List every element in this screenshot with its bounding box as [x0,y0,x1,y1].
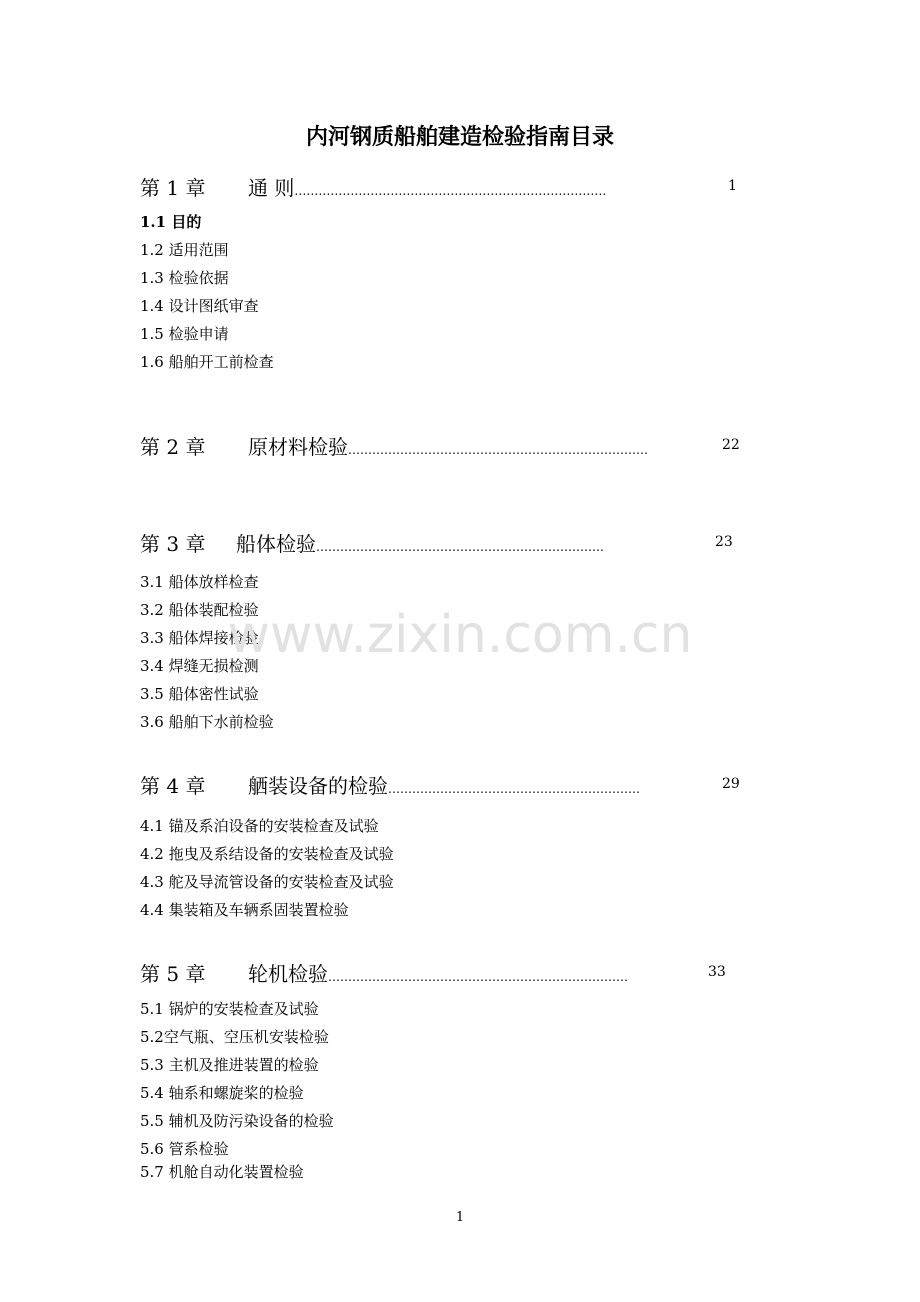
toc-item[interactable]: 5.4 轴系和螺旋桨的检验 [140,1084,304,1102]
toc-item[interactable]: 3.5 船体密性试验 [140,685,259,703]
toc-item[interactable]: 4.1 锚及系泊设备的安装检查及试验 [140,817,379,835]
chapter-page-number: 23 [715,534,733,550]
leader-dots: …………………………………………………………………… [294,184,607,198]
toc-item[interactable]: 5.3 主机及推进装置的检验 [140,1056,319,1074]
toc-item[interactable]: 1.1 目的 [140,213,202,231]
toc-item[interactable]: 5.6 管系检验 [140,1140,229,1158]
toc-item[interactable]: 4.2 拖曳及系结设备的安装检查及试验 [140,845,394,863]
chapter-1-heading[interactable] [140,172,737,201]
chapter-number: 第 5 章 [140,962,206,986]
toc-item[interactable]: 3.6 船舶下水前检验 [140,713,274,731]
leader-dots: ………………………………………………………………… [348,443,648,457]
watermark: www.zixin.com.cn [227,605,693,665]
toc-item[interactable]: 3.2 船体装配检验 [140,601,259,619]
toc-item[interactable]: 5.5 辅机及防污染设备的检验 [140,1112,334,1130]
toc-item[interactable]: 1.4 设计图纸审查 [140,297,259,315]
leader-dots: ………………………………………………………………… [328,970,628,984]
chapter-title: 舾装设备的检验 [248,774,388,798]
chapter-title: 船体检验 [236,532,316,556]
chapter-page-number: 29 [722,776,740,792]
chapter-title: 原材料检验 [248,435,348,459]
chapter-number: 第 3 章 [140,532,206,556]
page-number-footer: 1 [455,1210,465,1225]
leader-dots: ……………………………………………………… [388,782,640,796]
toc-item[interactable]: 4.4 集装箱及车辆系固装置检验 [140,901,349,919]
chapter-number: 第 1 章 [140,176,206,200]
chapter-page-number: 33 [708,964,726,980]
chapter-number: 第 4 章 [140,774,206,798]
toc-item[interactable]: 3.3 船体焊接检验 [140,629,259,647]
chapter-4-heading[interactable] [140,770,740,799]
chapter-title: 轮机检验 [248,962,328,986]
chapter-page-number: 22 [722,437,740,453]
chapter-number: 第 2 章 [140,435,206,459]
toc-item[interactable]: 1.2 适用范围 [140,241,229,259]
chapter-2-heading[interactable] [140,431,740,460]
chapter-title: 通 则 [248,176,295,200]
toc-item[interactable]: 1.5 检验申请 [140,325,229,343]
chapter-page-number: 1 [728,178,737,194]
document-title: 内河钢质船舶建造检验指南目录 [305,124,614,150]
toc-item[interactable]: 5.1 锅炉的安装检查及试验 [140,1000,319,1018]
toc-item[interactable]: 3.1 船体放样检查 [140,573,259,591]
leader-dots: ……………………………………………………………… [316,540,604,554]
chapter-3-heading[interactable] [140,528,733,557]
toc-item[interactable]: 1.3 检验依据 [140,269,229,287]
toc-item[interactable]: 3.4 焊缝无损检测 [140,657,259,675]
toc-item[interactable]: 4.3 舵及导流管设备的安装检查及试验 [140,873,394,891]
toc-item[interactable]: 5.2空气瓶、空压机安装检验 [140,1028,329,1046]
toc-item[interactable]: 1.6 船舶开工前检查 [140,353,274,371]
chapter-5-heading[interactable] [140,958,726,987]
toc-item[interactable]: 5.7 机舱自动化装置检验 [140,1163,304,1181]
